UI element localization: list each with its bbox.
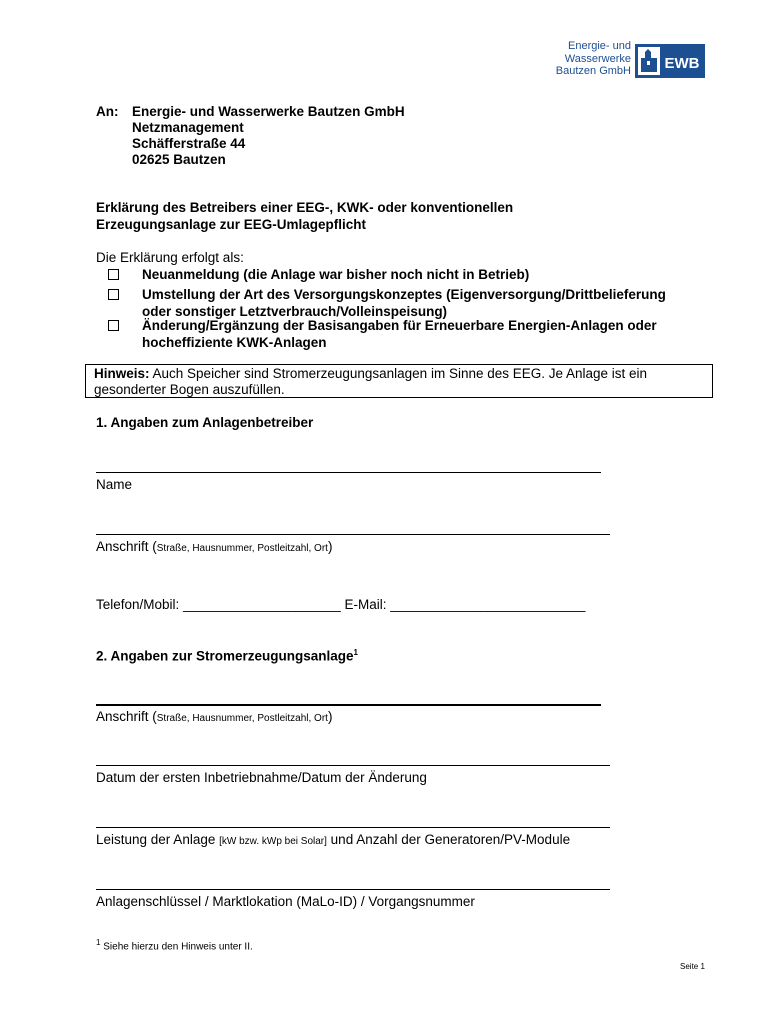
logo-mark-text: EWB (664, 55, 700, 72)
power-label: Leistung der Anlage [kW bzw. kWp bei Solar] und Anzahl der Generatoren/PV-Module (96, 832, 571, 847)
recipient-city: 02625 Bautzen (132, 152, 226, 167)
footnote-number: 1 (96, 938, 101, 947)
footnote (96, 938, 253, 952)
phone-field[interactable]: _____________________ (183, 597, 341, 612)
checkbox-new-registration[interactable] (108, 269, 119, 280)
ewb-logo-icon (635, 44, 705, 78)
hint-label: Hinweis: (94, 366, 150, 381)
section2-heading: 2. Angaben zur Stromerzeugungsanlage$^1$ (96, 648, 358, 664)
section1-heading: 1. Angaben zum Anlagenbetreiber (96, 415, 314, 430)
recipient-company: Energie- und Wasserwerke Bautzen GmbH (132, 104, 405, 119)
hint-text: Auch Speicher sind Stromerzeugungsanlagen im Sinne des EEG. Je Anlage ist ein (149, 366, 648, 381)
email-field[interactable]: __________________________ (390, 597, 586, 612)
option-base-data-change: Änderung/Ergänzung der Basisangaben für Erneuerbare Energien-Anlagen oder hocheffiziente KWK-Anlagen (142, 318, 657, 350)
option-supply-change: Umstellung der Art des Versorgungskonzeptes (Eigenversorgung/Drittbelieferung oder sonstiger Letztverbrauch/Volleinspeisung) (142, 287, 666, 319)
footnote-ref: 1 (353, 648, 358, 657)
address-block (132, 104, 405, 168)
logo-text: Energie- und Wasserwerke Bautzen GmbH (555, 40, 631, 77)
footnote-text: Siehe hierzu den Hinweis unter II. (103, 941, 253, 953)
option-new-registration: Neuanmeldung (die Anlage war bisher noch nicht in Betrieb) (142, 267, 530, 282)
document-title: Erklärung des Betreibers einer EEG-, KWK- oder konventionellen Erzeugungsanlage zur EEG-Umlagepflicht (96, 200, 514, 232)
contact-row (96, 596, 585, 613)
plant-key-label: Anlagenschlüssel / Marktlokation (MaLo-ID) / Vorgangsnummer (96, 894, 475, 909)
checkbox-base-data-change[interactable] (108, 320, 119, 331)
plant-key-field[interactable] (96, 889, 610, 890)
plant-address-field[interactable] (96, 704, 601, 706)
commissioning-date-label: Datum der ersten Inbetriebnahme/Datum der Änderung (96, 770, 427, 785)
address-prefix: An: (96, 104, 119, 119)
hint-box: Hinweis: Auch Speicher sind Stromerzeugungsanlagen im Sinne des EEG. Je Anlage ist ein gesonderter Bogen auszufüllen. (85, 364, 713, 398)
name-label: Name (96, 477, 133, 492)
commissioning-date-field[interactable] (96, 765, 610, 766)
email-label: E-Mail: (340, 597, 391, 612)
page-number: Seite 1 (680, 962, 705, 971)
operator-address-field[interactable] (96, 534, 610, 535)
recipient-department: Netzmanagement (132, 120, 244, 135)
name-field[interactable] (96, 472, 601, 473)
declaration-intro: Die Erklärung erfolgt als: (96, 250, 244, 265)
phone-label: Telefon/Mobil: (96, 597, 184, 612)
checkbox-supply-change[interactable] (108, 289, 119, 300)
operator-address-label: Anschrift (Straße, Hausnummer, Postleitzahl, Ort) (96, 539, 333, 554)
power-field[interactable] (96, 827, 610, 828)
company-logo (553, 40, 708, 82)
plant-address-label: Anschrift (Straße, Hausnummer, Postleitzahl, Ort) (96, 709, 333, 724)
recipient-street: Schäfferstraße 44 (132, 136, 246, 151)
